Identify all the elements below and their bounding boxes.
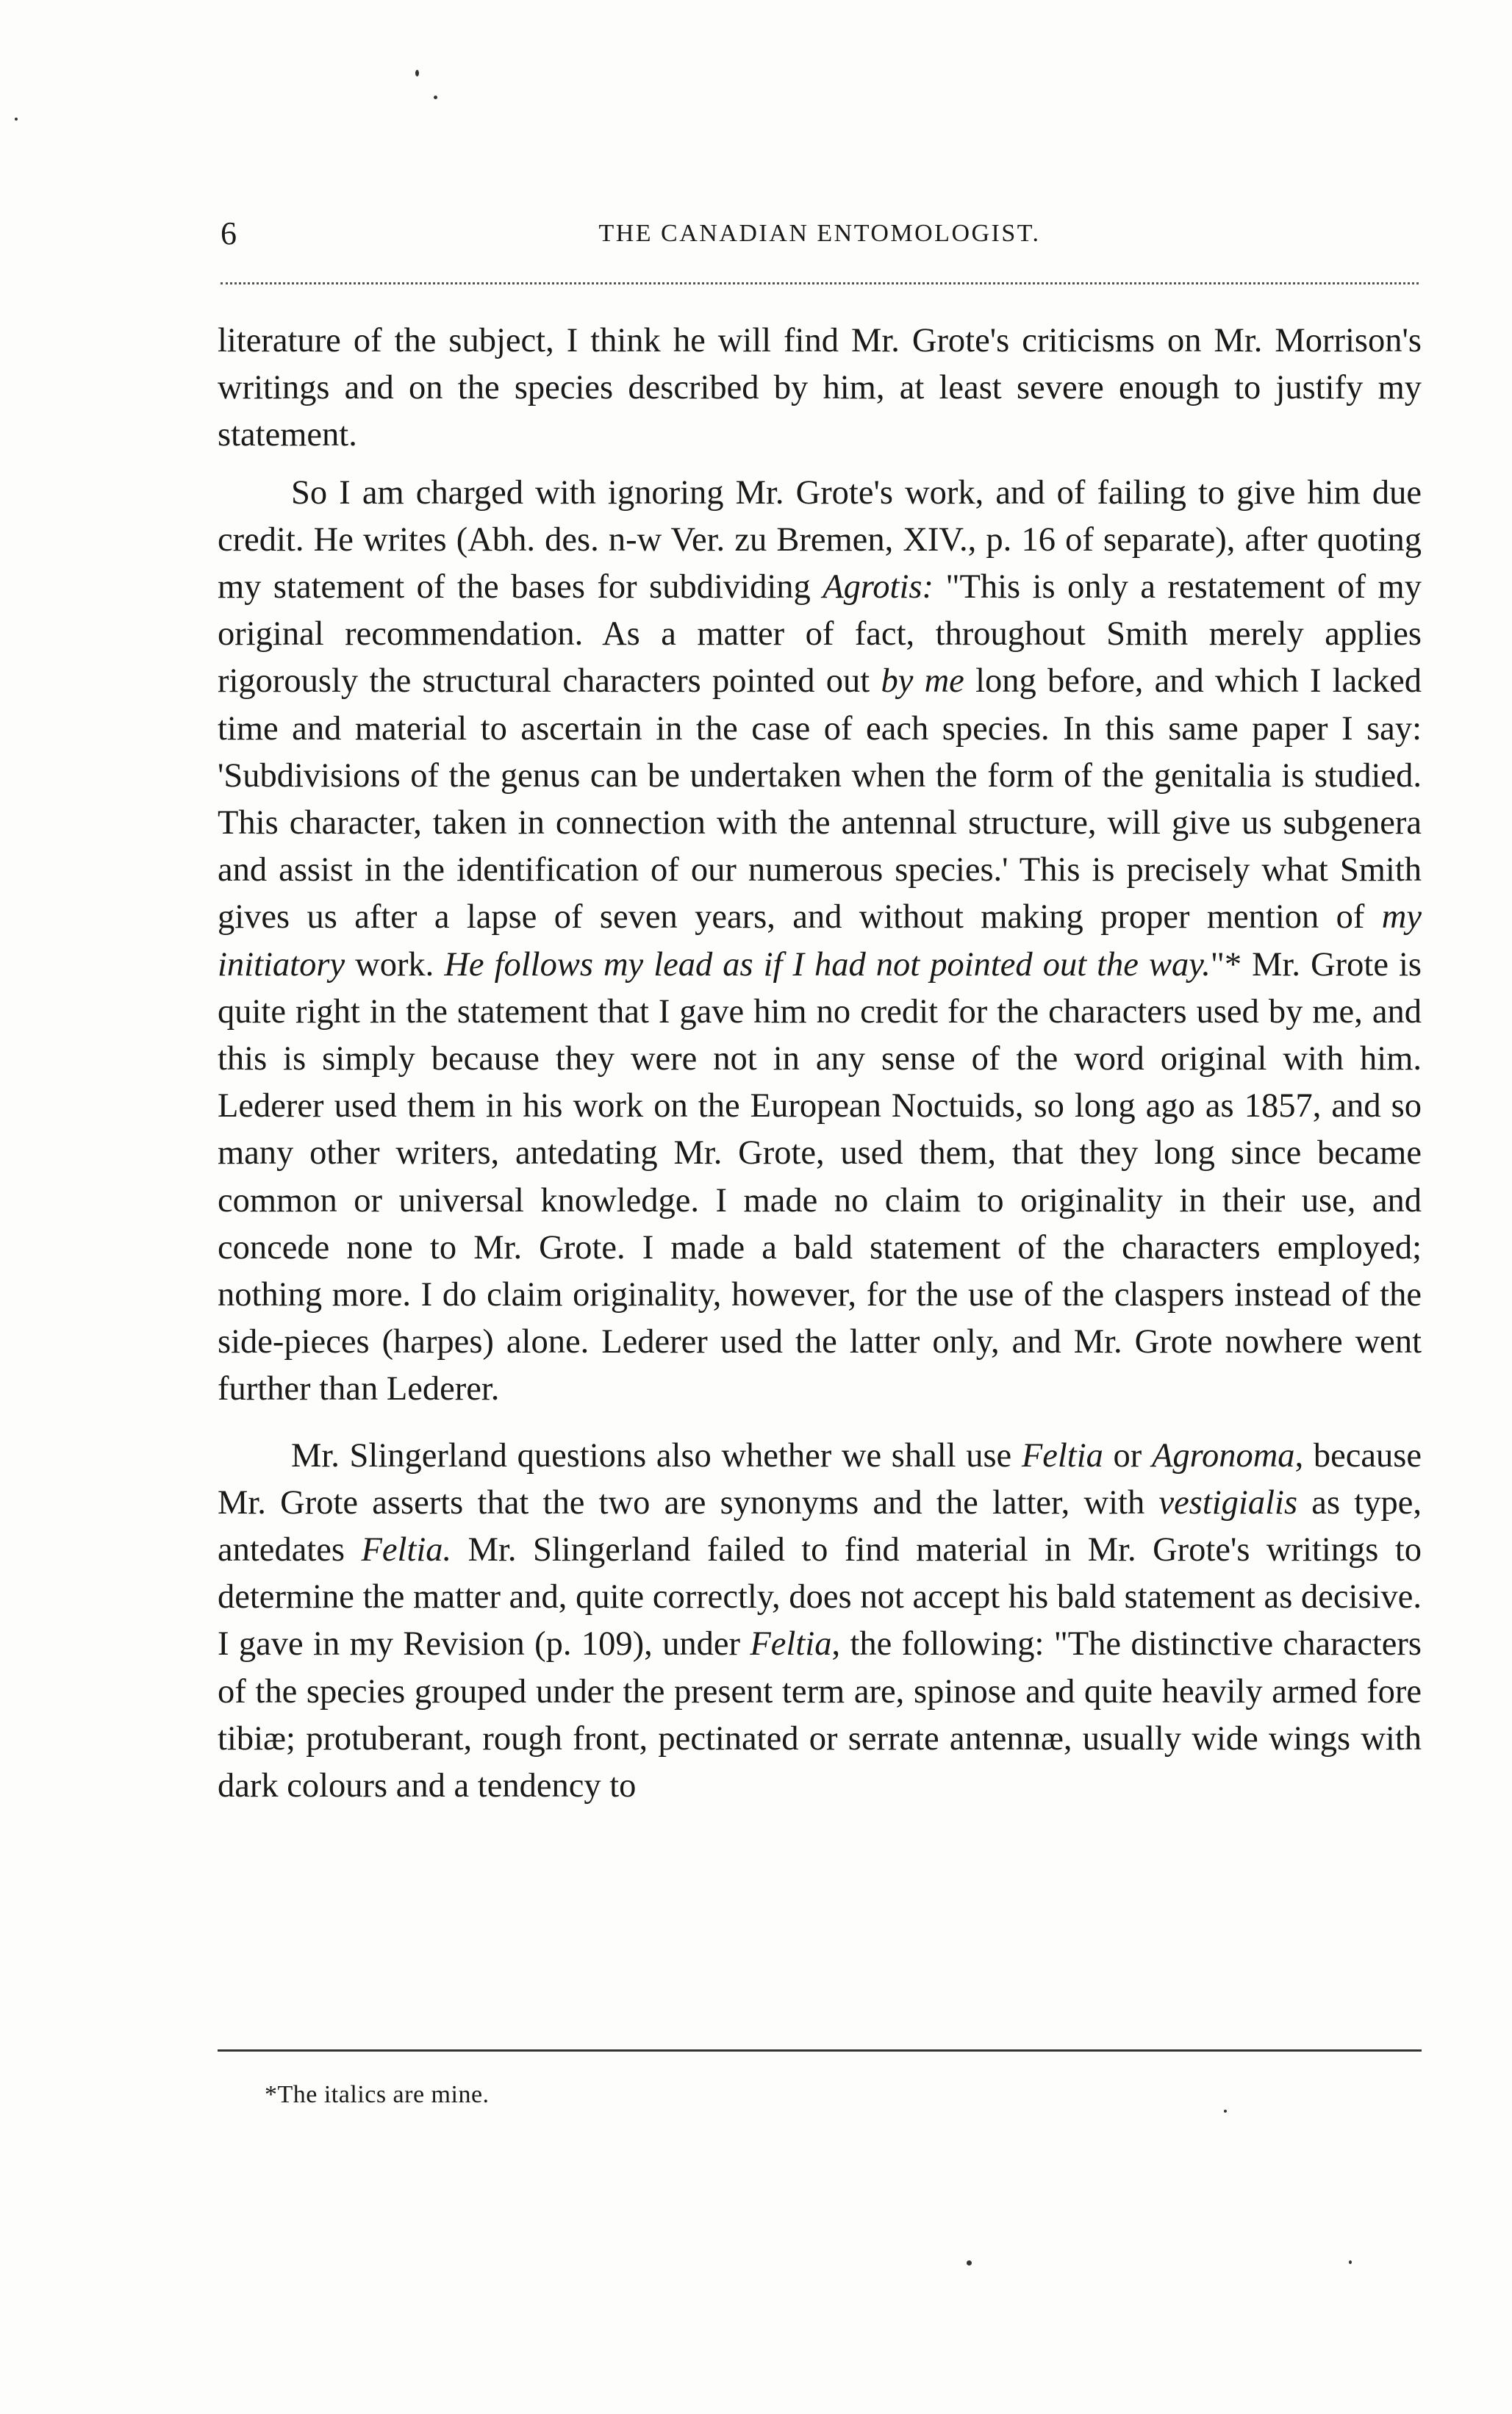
text-run: work. [345,945,445,984]
page-header [221,213,1419,257]
italic-run: He follows my lead as if I had not pointed out the way. [444,945,1211,984]
print-speck [15,118,18,121]
italic-run: Feltia [1021,1436,1103,1475]
text-run: , because Mr. Grote asserts that the two are synonyms and the latter, with [218,1436,1422,1522]
paragraph-continuation [218,318,1422,459]
print-speck [415,70,419,76]
page-number: 6 [221,215,237,251]
text-run: So I am charged with ignoring Mr. Grote's work, and of failing to give him due credit. He writes (Abh. des. n-w Ver. zu Bremen, XIV., p. 16 of separate), after quoting my statement of the bases for subdividing [218,473,1422,606]
footnote: *The italics are mine. [265,2081,490,2108]
italic-run: Feltia. [361,1531,452,1569]
body-text [218,318,1422,1810]
text-run: literature of the subject, I think he will find Mr. Grote's criticisms on Mr. Morrison's writings and on the species described by him, at least severe enough to justify my statement. [218,322,1422,454]
text-run: or [1103,1436,1152,1475]
text-run: Mr. Slingerland failed to find material in Mr. Grote's writings to determine the matter and, quite correctly, does not accept his bald statement as decisive. I gave in my Revision (p. 109), under [218,1531,1422,1663]
italic-run: by me [881,662,964,701]
print-speck [434,96,437,99]
text-run: , the following: "The distinctive characters of the species grouped under the present term are, spinose and quite heavily armed fore tibiæ; protuberant, rough front, pectinated or serrate antennæ, usually wide wings with dark colours and a tendency to [218,1625,1422,1805]
running-title: THE CANADIAN ENTOMOLOGIST. [598,220,1041,247]
text-run: as type, antedates [218,1483,1422,1569]
header-rule [221,282,1419,284]
paragraph-grote-charge [218,470,1422,1414]
italic-run: Agronoma [1151,1436,1295,1475]
text-run: "This is only a restatement of my original recommendation. As a matter of fact, throughout Smith merely applies rigorously the structural characters pointed out [218,568,1422,701]
footnote-rule [218,2049,1422,2052]
italic-run: Agrotis: [823,568,934,606]
text-run: Mr. Slingerland questions also whether we shall use [291,1436,1022,1475]
text-run: "* Mr. Grote is quite right in the statement that I gave him no credit for the characters used by me, and this is simply because they were not in any sense of the word original with him. Lederer used them in his work on the European Noctuids, so long ago as 1857, and so many other writers, antedating Mr. Grote, used them, that they long since became common or universal knowledge. I made no claim to originality in their use, and concede none to Mr. Grote. I made a bald statement of the characters employed; nothing more. I do claim originality, however, for the use of the claspers instead of the side-pieces (harpes) alone. Lederer used the latter only, and Mr. Grote nowhere went further than Lederer. [218,945,1422,1408]
print-speck [1349,2260,1352,2264]
print-speck [967,2260,972,2266]
italic-run: vestigialis [1158,1483,1298,1522]
text-run: long before, and which I lacked time and material to ascertain in the case of each species. In this same paper I say: 'Subdivisions of the genus can be undertaken when the form of the genitalia is studied. This character, taken in connection with the antennal structure, will give us subgenera and assist in the identification of our numerous species.' This is precisely what Smith gives us after a lapse of seven years, and without making proper mention of [218,662,1422,936]
paragraph-slingerland [218,1433,1422,1810]
italic-run: Feltia [750,1625,832,1663]
italic-run: my initiatory [218,898,1422,984]
